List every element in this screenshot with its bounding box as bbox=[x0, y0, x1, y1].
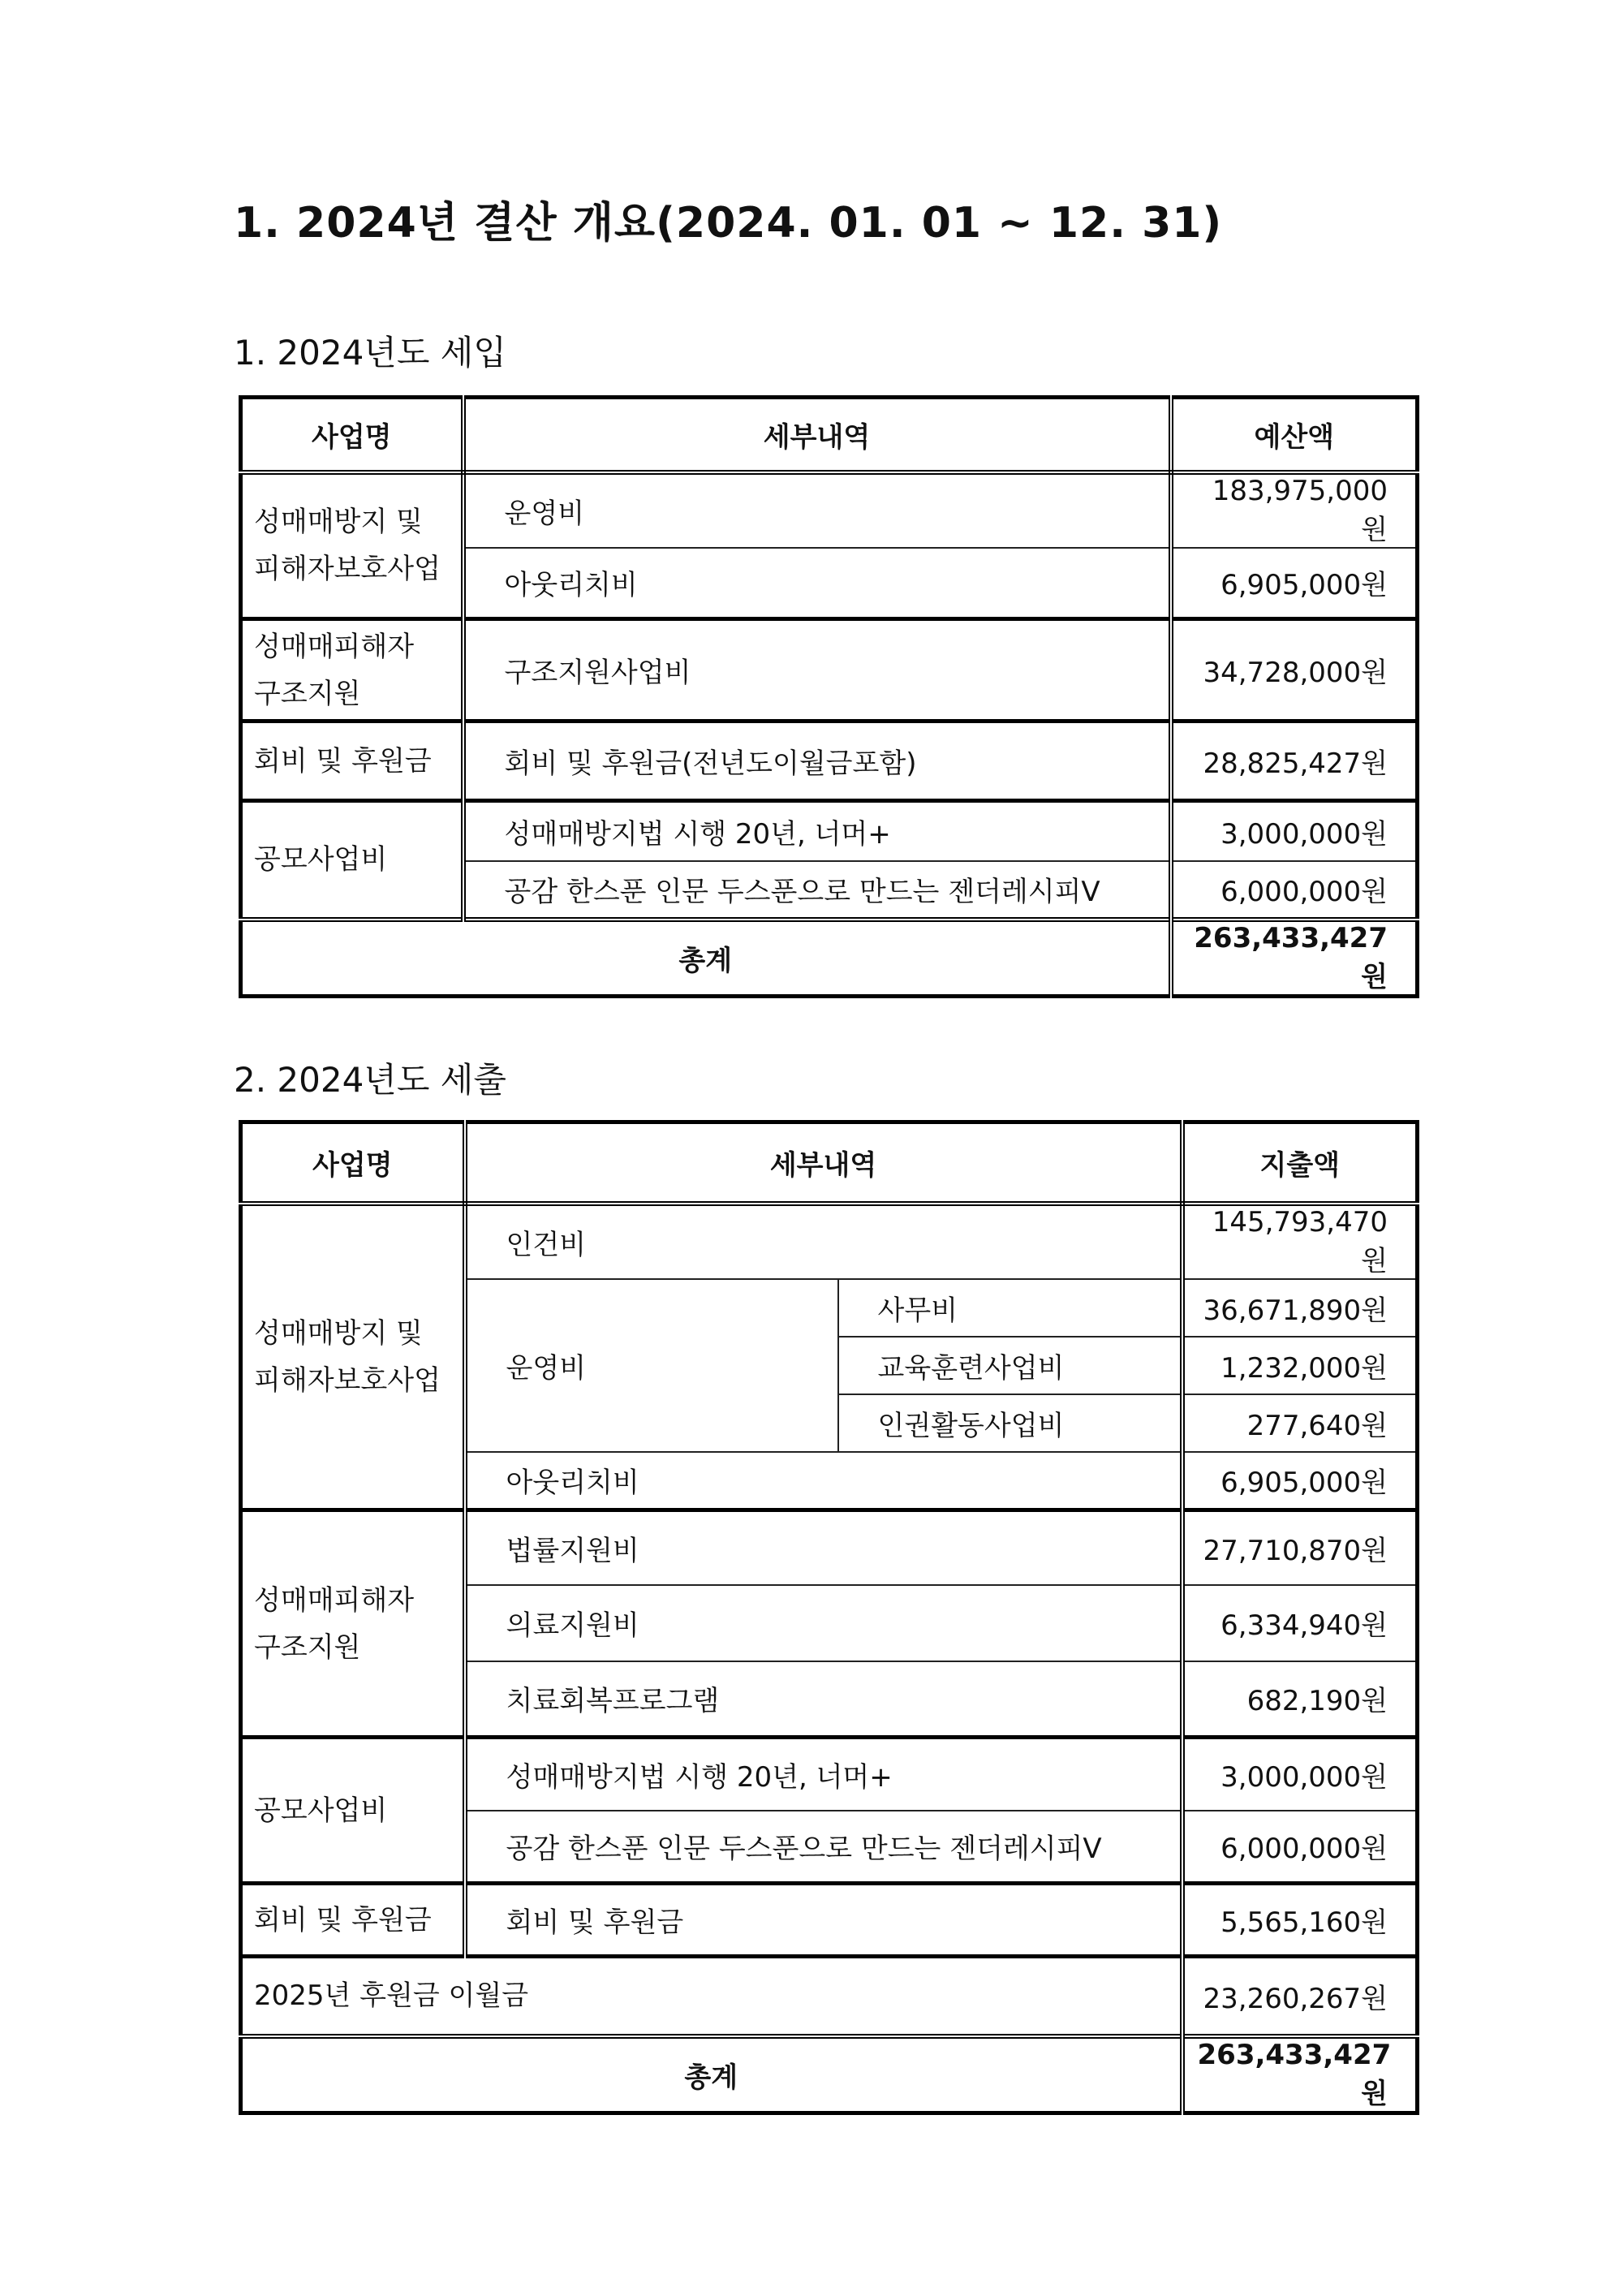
table-row bbox=[241, 801, 1418, 861]
column-header: 지출액 bbox=[1182, 1122, 1418, 1204]
table-row bbox=[241, 1884, 1418, 1957]
table-row bbox=[241, 1738, 1418, 1811]
amount-cell: 27,710,870원 bbox=[1182, 1510, 1418, 1585]
total-label: 총계 bbox=[241, 920, 1171, 997]
amount-cell: 6,905,000원 bbox=[1182, 1452, 1418, 1510]
amount-cell: 28,825,427원 bbox=[1171, 722, 1418, 801]
detail-cell: 운영비 bbox=[463, 472, 1171, 548]
detail-cell: 회비 및 후원금(전년도이월금포함) bbox=[463, 722, 1171, 801]
category-cell: 성매매방지 및 피해자보호사업 bbox=[241, 472, 463, 619]
amount-cell: 6,334,940원 bbox=[1182, 1585, 1418, 1661]
table-row bbox=[241, 1510, 1418, 1585]
column-header: 세부내역 bbox=[463, 398, 1171, 472]
category-cell: 성매매방지 및 피해자보호사업 bbox=[241, 1204, 465, 1510]
amount-cell: 6,000,000원 bbox=[1171, 861, 1418, 920]
amount-cell: 6,905,000원 bbox=[1171, 548, 1418, 619]
category-cell: 성매매피해자 구조지원 bbox=[241, 619, 463, 722]
amount-cell: 3,000,000원 bbox=[1171, 801, 1418, 861]
expense-heading: 2. 2024년도 세출 bbox=[234, 1060, 506, 1100]
subdetail-cell: 사무비 bbox=[838, 1279, 1182, 1337]
detail-cell: 아웃리치비 bbox=[465, 1452, 1182, 1510]
amount-cell: 5,565,160원 bbox=[1182, 1884, 1418, 1957]
table-row bbox=[241, 472, 1418, 548]
table-row bbox=[241, 619, 1418, 722]
carryover-row bbox=[241, 1957, 1418, 2036]
category-cell: 공모사업비 bbox=[241, 1738, 465, 1884]
detail-cell: 운영비 bbox=[465, 1279, 838, 1452]
carryover-amount: 23,260,267원 bbox=[1182, 1957, 1418, 2036]
carryover-label: 2025년 후원금 이월금 bbox=[241, 1957, 1182, 2036]
detail-cell: 회비 및 후원금 bbox=[465, 1884, 1182, 1957]
amount-cell: 682,190원 bbox=[1182, 1661, 1418, 1738]
total-row bbox=[241, 920, 1418, 997]
total-row bbox=[241, 2036, 1418, 2113]
detail-cell: 구조지원사업비 bbox=[463, 619, 1171, 722]
category-cell: 성매매피해자 구조지원 bbox=[241, 1510, 465, 1738]
amount-cell: 145,793,470원 bbox=[1182, 1204, 1418, 1279]
detail-cell: 인건비 bbox=[465, 1204, 1182, 1279]
detail-cell: 성매매방지법 시행 20년, 너머+ bbox=[465, 1738, 1182, 1811]
amount-cell: 6,000,000원 bbox=[1182, 1811, 1418, 1884]
table-row bbox=[241, 1204, 1418, 1279]
total-amount: 263,433,427원 bbox=[1171, 920, 1418, 997]
detail-cell: 의료지원비 bbox=[465, 1585, 1182, 1661]
income-heading: 1. 2024년도 세입 bbox=[234, 333, 506, 373]
table-header-row bbox=[241, 398, 1418, 472]
page-title: 1. 2024년 결산 개요(2024. 01. 01 ~ 12. 31) bbox=[234, 199, 1223, 248]
amount-cell: 183,975,000원 bbox=[1171, 472, 1418, 548]
detail-cell: 치료회복프로그램 bbox=[465, 1661, 1182, 1738]
column-header: 사업명 bbox=[241, 398, 463, 472]
table-row bbox=[241, 722, 1418, 801]
category-cell: 회비 및 후원금 bbox=[241, 722, 463, 801]
detail-cell: 공감 한스푼 인문 두스푼으로 만드는 젠더레시피Ⅴ bbox=[463, 861, 1171, 920]
column-header: 세부내역 bbox=[465, 1122, 1182, 1204]
expense-table bbox=[239, 1120, 1419, 2115]
amount-cell: 277,640원 bbox=[1182, 1394, 1418, 1452]
category-cell: 회비 및 후원금 bbox=[241, 1884, 465, 1957]
amount-cell: 1,232,000원 bbox=[1182, 1337, 1418, 1394]
amount-cell: 36,671,890원 bbox=[1182, 1279, 1418, 1337]
detail-cell: 성매매방지법 시행 20년, 너머+ bbox=[463, 801, 1171, 861]
total-label: 총계 bbox=[241, 2036, 1182, 2113]
table-header-row bbox=[241, 1122, 1418, 1204]
amount-cell: 34,728,000원 bbox=[1171, 619, 1418, 722]
detail-cell: 공감 한스푼 인문 두스푼으로 만드는 젠더레시피Ⅴ bbox=[465, 1811, 1182, 1884]
subdetail-cell: 인권활동사업비 bbox=[838, 1394, 1182, 1452]
income-table bbox=[239, 395, 1419, 998]
column-header: 예산액 bbox=[1171, 398, 1418, 472]
subdetail-cell: 교육훈련사업비 bbox=[838, 1337, 1182, 1394]
total-amount: 263,433,427원 bbox=[1182, 2036, 1418, 2113]
amount-cell: 3,000,000원 bbox=[1182, 1738, 1418, 1811]
category-cell: 공모사업비 bbox=[241, 801, 463, 920]
detail-cell: 아웃리치비 bbox=[463, 548, 1171, 619]
detail-cell: 법률지원비 bbox=[465, 1510, 1182, 1585]
column-header: 사업명 bbox=[241, 1122, 465, 1204]
